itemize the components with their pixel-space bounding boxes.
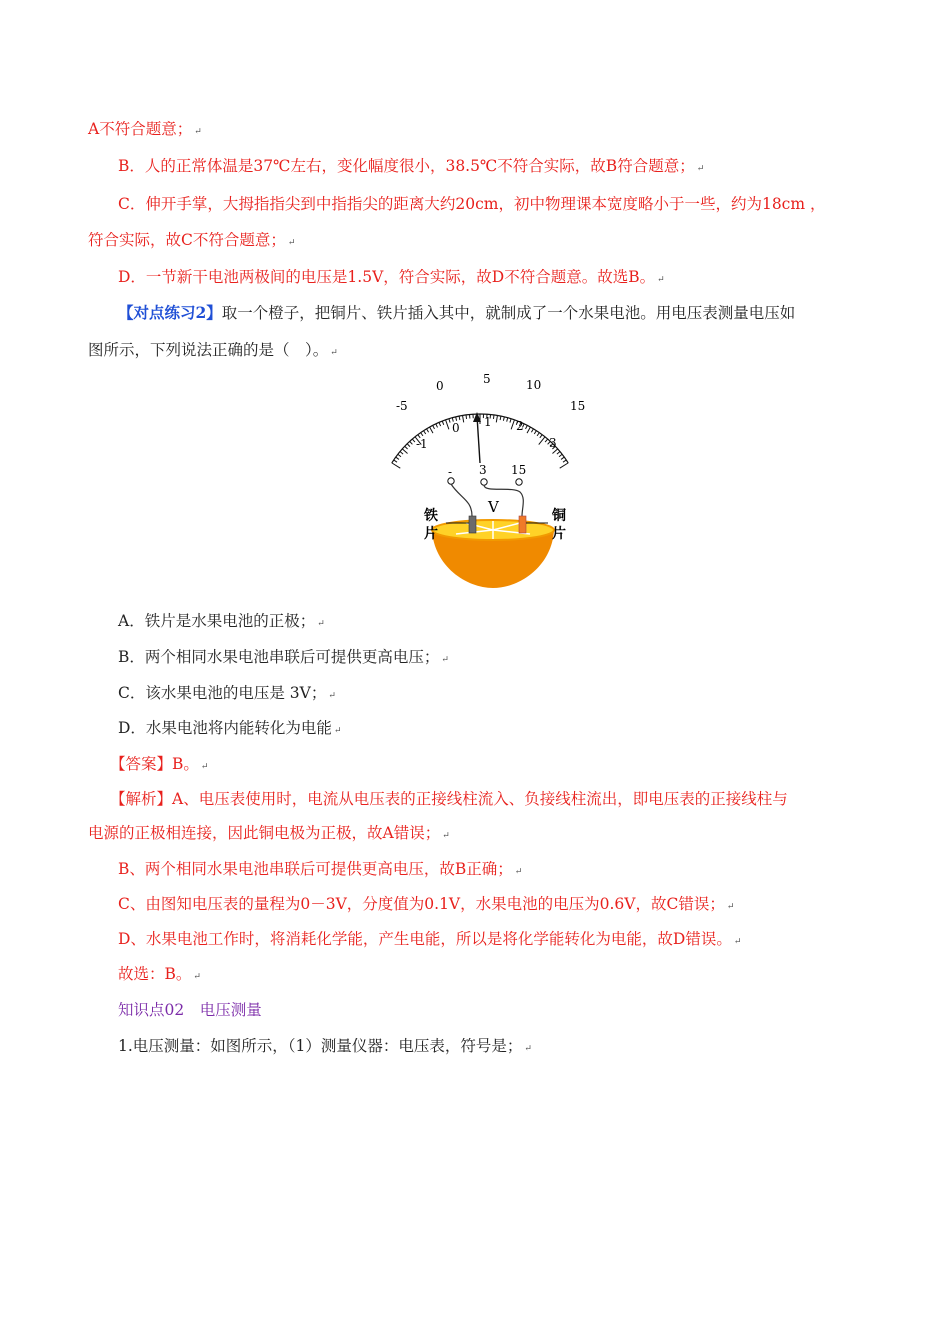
scale-tick (527, 427, 530, 433)
copper-plate (519, 516, 526, 533)
upper-scale-label: 0 (436, 379, 444, 393)
voltmeter-fruit-battery-figure (380, 368, 610, 596)
analysis-line-a2: 电源的正极相连接，因此铜电极为正极，故A错误； ↵ (88, 824, 450, 842)
paragraph-mark: ↵ (514, 867, 523, 877)
scale-tick (503, 417, 504, 421)
scale-tick (557, 452, 560, 455)
analysis-line-b: B、两个相同水果电池串联后可提供更高电压，故B正确； ↵ (118, 860, 523, 878)
scale-tick (537, 433, 539, 436)
paragraph-mark: ↵ (200, 762, 209, 772)
scale-tick (405, 446, 408, 449)
analysis-line-a1: 【解析】A、电压表使用时，电流从电压表的正接线柱流入、负接线柱流出，即电压表的正接线柱与 (110, 790, 788, 808)
scale-tick (534, 431, 536, 434)
solution-line-d: D．一节新干电池两极间的电压是1.5V，符合实际，故D不符合题意。故选B。 ↵ (118, 268, 665, 286)
scale-tick (407, 444, 410, 447)
terminal-15v (516, 479, 522, 485)
exercise-stem-1: 【对点练习2】取一个橙子，把铜片、铁片插入其中，就制成了一个水果电池。用电压表测量电压如 (118, 303, 796, 322)
scale-tick (510, 419, 511, 423)
lower-scale-label: 2 (516, 419, 524, 433)
scale-tick (560, 463, 568, 468)
scale-tick (559, 454, 562, 456)
scale-tick (526, 425, 528, 429)
scale-tick (531, 429, 533, 432)
paragraph-mark: ↵ (524, 1044, 532, 1054)
solution-line-a: A不符合题意； ↵ (88, 120, 202, 138)
scale-tick (561, 457, 564, 459)
scale-tick (539, 437, 545, 445)
scale-tick (446, 420, 449, 429)
scale-tick (500, 416, 501, 420)
upper-scale-label: 10 (526, 378, 542, 392)
iron-label: 片 (424, 526, 438, 542)
scale-tick (398, 454, 401, 456)
paragraph-mark: ↵ (442, 831, 450, 841)
scale-tick (463, 415, 464, 422)
scale-tick (430, 427, 433, 433)
solution-line-b: B．人的正常体温是37℃左右，变化幅度很小，38.5℃不符合实际，故B符合题意； ↵ (118, 157, 705, 175)
meter-symbol: V (488, 498, 499, 516)
exercise-stem-2: 图所示，下列说法正确的是（ ）。 ↵ (88, 341, 338, 359)
scale-tick (466, 415, 467, 419)
terminal-3v (481, 479, 487, 485)
scale-tick (396, 457, 399, 459)
upper-scale-label: -5 (396, 399, 408, 413)
lower-scale-label: 1 (484, 415, 492, 429)
scale-tick (493, 415, 494, 419)
answer-line: 【答案】B。 ↵ (110, 755, 209, 773)
paragraph-mark: ↵ (287, 238, 296, 248)
wire-negative (451, 484, 472, 516)
scale-tick (449, 419, 450, 423)
scale-tick (496, 415, 497, 422)
analysis-line-c: C、由图知电压表的量程为0－3V，分度值为0.1V，水果电池的电压为0.6V，故C错误； ↵ (118, 895, 735, 913)
option-a: A．铁片是水果电池的正极； ↵ (118, 612, 325, 630)
option-d: D．水果电池将内能转化为电能 ↵ (118, 719, 342, 737)
scale-tick (402, 449, 407, 454)
paragraph-mark: ↵ (317, 619, 325, 629)
lower-scale-label: 3 (549, 436, 557, 450)
scale-tick (442, 421, 443, 425)
scale-tick (421, 433, 423, 436)
upper-scale-label: 5 (483, 372, 491, 386)
paragraph-mark: ↵ (696, 164, 705, 174)
scale-tick (439, 422, 441, 426)
scale-tick (540, 435, 542, 438)
paragraph-mark: ↵ (194, 127, 202, 137)
solution-line-c2: 符合实际，故C不符合题意； ↵ (88, 231, 296, 249)
terminal-label: 3 (479, 463, 487, 477)
scale-tick (545, 439, 548, 442)
paragraph-mark: ↵ (328, 691, 336, 701)
scale-tick (511, 420, 514, 429)
paragraph-mark: ↵ (333, 726, 342, 736)
copper-label: 铜 (552, 508, 566, 524)
terminal-label: - (448, 465, 453, 479)
solution-line-c1: C．伸开手掌，大拇指指尖到中指指尖的距离大约20cm，初中物理课本宽度略小于一些，约为18cm ， (118, 195, 826, 213)
scale-tick (392, 463, 400, 468)
scale-tick (436, 424, 438, 428)
paragraph-mark: ↵ (726, 902, 735, 912)
analysis-label: 【解析】 (110, 790, 173, 808)
analysis-line-d: D、水果电池工作时，将消耗化学能，产生电能，所以是将化学能转化为电能，故D错误。 ↵ (118, 930, 742, 948)
paragraph-mark: ↵ (193, 972, 201, 982)
scale-tick (412, 439, 415, 442)
scale-tick (507, 418, 508, 422)
copper-label: 片 (552, 526, 566, 542)
scale-tick (563, 460, 566, 462)
scale-tick (400, 452, 403, 455)
scale-tick (410, 441, 413, 444)
knowledge-title: 知识点02 电压测量 (118, 1001, 262, 1019)
paragraph-mark: ↵ (441, 655, 449, 665)
scale-tick (394, 460, 397, 462)
scale-tick (427, 429, 429, 432)
iron-label: 铁 (424, 508, 438, 524)
paragraph-mark: ↵ (733, 937, 742, 947)
analysis-conclusion: 故选：B。 ↵ (118, 965, 201, 983)
option-b: B．两个相同水果电池串联后可提供更高电压； ↵ (118, 648, 449, 666)
scale-tick (459, 416, 460, 420)
paragraph-mark: ↵ (330, 348, 338, 358)
upper-scale-label: 15 (570, 399, 586, 413)
lower-scale-label: 0 (452, 421, 460, 435)
option-c: C．该水果电池的电压是 3V； ↵ (118, 684, 336, 702)
knowledge-item-1: 1.电压测量：如图所示，（1）测量仪器：电压表，符号是； ↵ (118, 1037, 532, 1055)
exercise-tag: 【对点练习2】 (118, 303, 222, 322)
answer-label: 【答案】 (110, 755, 173, 773)
scale-tick (433, 425, 435, 429)
lower-scale-label: -1 (416, 437, 428, 451)
scale-tick (424, 431, 426, 434)
iron-plate (469, 516, 476, 533)
terminal-label: 15 (511, 463, 527, 477)
paragraph-mark: ↵ (657, 275, 665, 285)
